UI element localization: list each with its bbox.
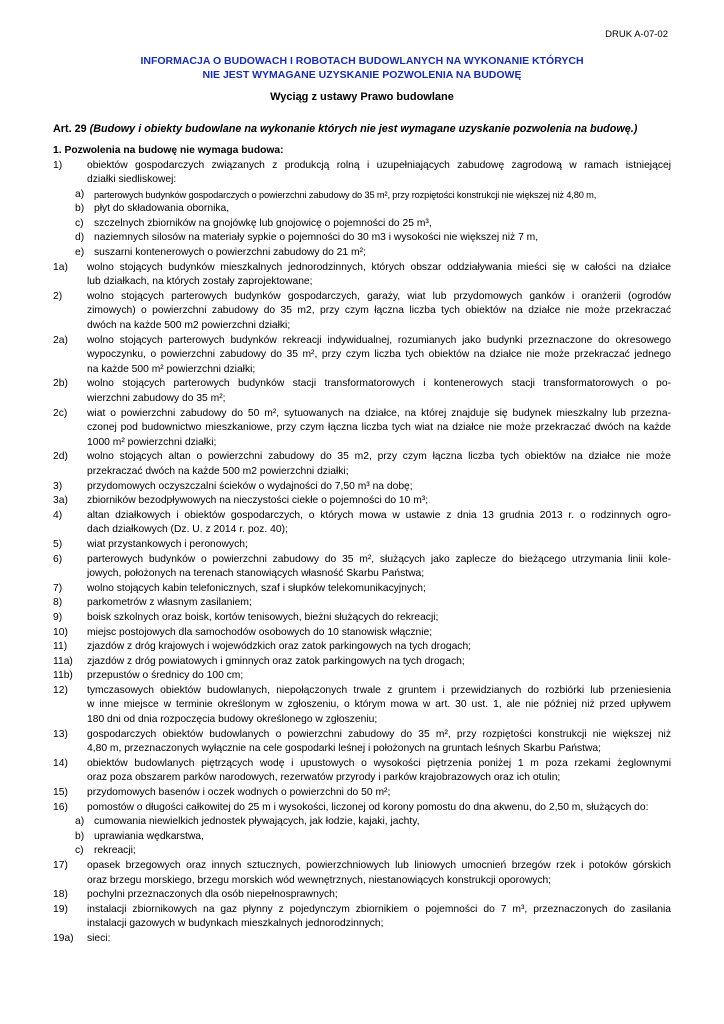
line-number: 16) [53,801,68,813]
list-line [53,173,671,188]
line-number: 4) [53,509,63,521]
line-text: przydomowych basenów i oczek wodnych o powierzchni do 50 m²; [87,787,391,799]
line-number: 11b) [53,670,73,682]
document-title-line-2: NIE JEST WYMAGANE UZYSKANIE POZWOLENIA NA BUDOWĘ [202,69,522,81]
line-number: 8) [53,597,63,609]
line-number: 2b) [53,378,68,390]
line-number: 2a) [53,334,68,346]
list-line [53,319,671,334]
list-line [53,859,671,874]
list-line [53,436,671,451]
line-text: działki siedliskowej: [87,174,177,186]
line-text: gospodarczych obiektów budowlanych o powierzchni zabudowy do 35 m², przy rozpiętości konstrukcji nie większej niż [87,728,671,740]
line-number: 19) [53,903,68,915]
section-heading: 1. Pozwolenia na budowę nie wymaga budowa: [53,145,284,156]
line-text: wolno stojących parterowych budynków rekreacji indywidualnej, rozumianych jako budynki przeznaczone do okresowego [87,334,671,346]
list-line [53,801,671,816]
list-line [53,290,671,305]
list-line [53,567,671,582]
list-line [53,786,671,801]
line-text: w inne miejsce w terminie określonym w zgłoszeniu, o którym mowa w art. 30 ust. 1, ale nie później niż przed upływem [87,699,671,711]
line-text: rekreacji; [94,845,136,857]
list-line [53,903,671,918]
list-line [53,509,671,524]
line-number: b) [75,830,85,842]
line-number: b) [75,203,85,215]
list-line [53,202,671,217]
line-number: 14) [53,757,68,769]
list-line [53,771,671,786]
line-number: 1) [53,159,63,171]
line-text: 1000 m² powierzchni działki; [87,436,217,448]
line-number: d) [75,232,85,244]
line-text: przekraczać dwóch na każde 500 m2 powierzchni działki; [87,465,349,477]
line-text: zbiorników bezodpływowych na nieczystości ciekłe o pojemności do 10 m³; [87,495,429,507]
list-line [53,917,671,932]
line-number: c) [75,845,84,857]
article-heading [53,123,637,135]
line-text: pomostów o długości całkowitej do 25 m i wysokości, liczonej od korony pomostu do dna akwenu, do 2,50 m, służących do: [87,801,649,813]
list-line [53,582,671,597]
line-text: dach działkowych (Dz. U. z 2014 r. poz. 40); [87,524,288,536]
line-text: instalacji gazowych w budynkach mieszkalnych jednorodzinnych; [87,918,384,930]
list-line [53,728,671,743]
list-line [53,450,671,465]
line-number: 12) [53,684,68,696]
line-number: 11a) [53,655,73,667]
line-text: parterowych budynków o powierzchni zabudowy do 35 m², służących jako zaplecze do bieżącego utrzymania linii kole- [87,553,671,565]
list-line [53,698,671,713]
line-text: pochylni przeznaczonych dla osób niepełnosprawnych; [87,889,338,901]
line-text: lub działkach, na których zostały zaprojektowane; [87,276,313,288]
list-line [53,844,671,859]
line-text: parterowych budynków gospodarczych o powierzchni zabudowy do 35 m², przy rozpiętości konstrukcji nie większej niż 4,80 m, [94,189,597,200]
list-line [53,874,671,889]
list-line [53,363,671,378]
list-line [53,553,671,568]
list-line [53,815,671,830]
line-number: 7) [53,582,63,594]
list-line [53,421,671,436]
list-line [53,261,671,276]
article-description: (Budowy i obiekty budowlane na wykonanie których nie jest wymagane uzyskanie pozwolenia na budowę.) [89,123,638,135]
line-number: 2d) [53,451,68,463]
line-text: jowych, położonych na terenach stanowiących własność Skarbu Państwa; [87,568,425,580]
line-number: 5) [53,538,63,550]
line-text: szczelnych zbiorników na gnojówkę lub gnojowicę o pojemności do 25 m³, [94,217,432,229]
list-line [53,246,671,261]
line-number: a) [75,188,85,200]
list-line [53,538,671,553]
provisions-list [53,144,671,947]
list-line [53,348,671,363]
line-text: 180 dni od dnia rozpoczęcia budowy określonego w zgłoszeniu; [87,714,378,726]
list-line [53,407,671,422]
line-number: 19a) [53,932,74,944]
line-text: wolno stojących parterowych budynków gospodarczych, garaży, wiat lub przydomowych ganków i oranżerii (ogrodów [87,290,671,302]
list-line [53,275,671,290]
list-line [53,888,671,903]
line-number: 2) [53,290,63,302]
line-number: 3) [53,480,63,492]
list-line [53,757,671,772]
list-line [53,304,671,319]
document-subtitle: Wyciąg z ustawy Prawo budowlane [270,91,454,103]
line-text: czonej pod budownictwo mieszkaniowe, przy czym łączna liczba tych wiat na działce nie może przekraczać dwóch na każde [87,422,671,434]
line-text: opasek brzegowych oraz innych sztucznych, powierzchniowych lub liniowych umocnień brzegów rzek i potoków górskich [87,860,671,871]
line-number: 10) [53,626,68,638]
list-line [53,742,671,757]
line-text: zimowych) o powierzchni zabudowy do 35 m2, przy czym łączna liczba tych obiektów na działce nie może przekraczać [87,305,671,317]
list-line [53,713,671,728]
list-line [53,655,671,670]
line-text: suszarni kontenerowych o powierzchni zabudowy do 21 m²; [94,247,366,259]
list-line [53,596,671,611]
line-number: 18) [53,889,68,901]
list-line [53,626,671,641]
list-line [53,611,671,626]
line-text: wierzchni zabudowy do 35 m²; [87,393,226,404]
line-text: wiat przystankowych i peronowych; [87,538,248,550]
list-line [53,217,671,232]
list-line [53,188,671,203]
line-text: przydomowych oczyszczalni ścieków o wydajności do 7,50 m³ na dobę; [87,480,413,492]
list-line [53,684,671,699]
line-text: wolno stojących altan o powierzchni zabudowy do 35 m2, przy czym łączna liczba tych obiektów na działce nie może [87,451,671,463]
line-text: miejsc postojowych dla samochodów osobowych do 10 stanowisk włącznie; [87,626,433,638]
line-number: 15) [53,787,68,799]
line-text: sieci: [87,932,111,944]
line-number: a) [75,816,85,828]
line-text: altan działkowych i obiektów gospodarczych, o których mowa w ustawie z dnia 13 grudnia 2013 r. o rodzinnych ogro- [87,509,671,521]
line-text: na każde 500 m² powierzchni działki; [87,363,256,375]
list-line [53,669,671,684]
line-text: przepustów o średnicy do 100 cm; [87,670,244,682]
line-text: parkometrów z własnym zasilaniem; [87,597,252,609]
line-text: wypoczynku, o powierzchni zabudowy do 35 m², przy czym liczba tych obiektów na działce nie może przekraczać jednego [87,349,671,361]
line-number: 6) [53,553,63,565]
document-title-line-1: INFORMACJA O BUDOWACH I ROBOTACH BUDOWLANYCH NA WYKONANIE KTÓRYCH [140,55,584,67]
list-line [53,830,671,845]
line-text: oraz poza obszarem parków narodowych, rezerwatów przyrody i parków krajobrazowych oraz ich otulin; [87,772,561,784]
line-text: obiektów gospodarczych związanych z produkcją rolną i uzupełniających zabudowę zagrodową w ramach istniejącej [87,159,671,171]
list-line [53,392,671,407]
list-line [53,932,671,947]
list-line [53,334,671,349]
list-line [53,523,671,538]
line-text: zjazdów z dróg powiatowych i gminnych oraz zatok parkingowych na tych drogach; [87,655,465,667]
list-line [53,465,671,480]
list-line [53,377,671,392]
line-text: uprawiania wędkarstwa, [94,830,204,842]
line-text: 4,80 m, przeznaczonych wyłącznie na cele gospodarki leśnej i położonych na gruntach leśnych Skarbu Państwa; [87,743,601,755]
line-text: wolno stojących kabin telefonicznych, szaf i słupków telekomunikacyjnych; [87,582,426,594]
line-text: zjazdów z dróg krajowych i wojewódzkich oraz zatok parkingowych na tych drogach; [87,641,472,653]
line-text: naziemnych silosów na materiały sypkie o pojemności do 30 m3 i wysokości nie większej niż 7 m, [94,232,539,244]
line-text: obiektów budowlanych piętrzących wodę i upustowych o wysokości piętrzenia poniżej 1 m poza rzekami żeglownymi [87,757,671,769]
line-text: boisk szkolnych oraz boisk, kortów tenisowych, bieżni służących do rekreacji; [87,611,439,623]
line-text: tymczasowych obiektów budowlanych, niepołączonych trwale z gruntem i przewidzianych do rozbiórki lub przeniesienia [87,684,671,696]
list-line [53,480,671,495]
article-label: Art. 29 [53,123,87,135]
line-number: 17) [53,860,68,871]
line-text: dwóch na każde 500 m2 powierzchni działki; [87,320,291,332]
list-line [53,494,671,509]
line-number: 9) [53,611,63,623]
line-text: oraz brzegu morskiego, brzegu morskich wód wewnętrznych, niestanowiących konstrukcji oporowych; [87,874,552,886]
line-number: 2c) [53,407,68,419]
line-text: wolno stojących budynków mieszkalnych jednorodzinnych, których obszar oddziaływania mieści się w całości na działce [87,261,671,273]
line-number: c) [75,217,84,229]
line-number: 11) [53,641,68,653]
line-number: e) [75,247,85,259]
list-line [53,231,671,246]
line-number: 1a) [53,261,68,273]
line-text: cumowania niewielkich jednostek pływających, jak łodzie, kajaki, jachty, [94,816,420,828]
document-code: DRUK A-07-02 [605,29,668,40]
line-text: wiat o powierzchni zabudowy do 50 m², sytuowanych na działce, na której znajduje się budynek mieszkalny lub przezna- [87,407,671,419]
line-text: wolno stojących parterowych budynków stacji transformatorowych i kontenerowych stacji transformatorowych o po- [87,378,671,390]
line-text: płyt do składowania obornika, [94,203,230,215]
line-text: instalacji zbiornikowych na gaz płynny z pojedynczym zbiornikiem o pojemności do 7 m³, przeznaczonych do zasilania [87,903,671,915]
line-number: 13) [53,728,68,740]
list-line [53,159,671,174]
list-line [53,640,671,655]
line-number: 3a) [53,495,68,507]
